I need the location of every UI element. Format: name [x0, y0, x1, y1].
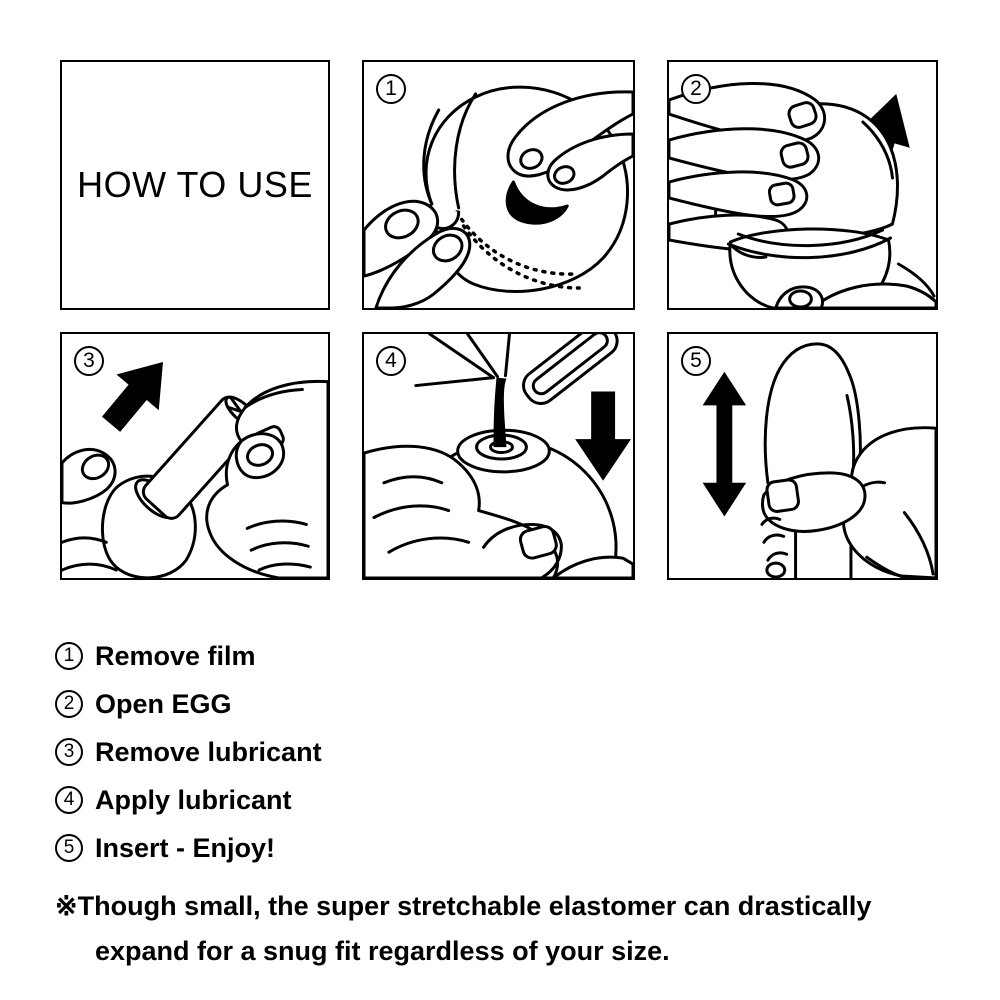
step-label: Insert - Enjoy!	[95, 832, 276, 863]
step-3-number-badge: 3	[74, 346, 104, 376]
list-2-number-badge: 2	[55, 690, 83, 718]
reference-mark: ※	[55, 891, 78, 921]
panel-step-2	[667, 60, 938, 310]
step-2-number-badge: 2	[681, 74, 711, 104]
up-right-arrow-icon	[90, 344, 184, 442]
step-5-number-badge: 5	[681, 346, 711, 376]
panel-step-5	[667, 332, 938, 580]
list-3-number-badge: 3	[55, 738, 83, 766]
panel-step-3	[60, 332, 330, 580]
illustration-insert-enjoy	[669, 334, 936, 578]
step-label: Remove film	[95, 640, 256, 671]
down-arrow-icon	[575, 392, 631, 481]
list-item-5	[55, 832, 871, 864]
step-label: Remove lubricant	[95, 736, 322, 767]
list-item-4	[55, 784, 871, 816]
illustration-open-egg	[669, 62, 936, 308]
list-item-2	[55, 688, 871, 720]
footnote	[55, 884, 871, 974]
title-panel	[60, 60, 330, 310]
step-label: Open EGG	[95, 688, 232, 719]
illustration-remove-lubricant	[62, 334, 328, 578]
list-item-3	[55, 736, 871, 768]
page-title: HOW TO USE	[77, 164, 313, 205]
step-4-number-badge: 4	[376, 346, 406, 376]
panel-step-1	[362, 60, 635, 310]
step-label: Apply lubricant	[95, 784, 292, 815]
panel-step-4	[362, 332, 635, 580]
illustration-apply-lubricant	[364, 334, 633, 578]
footnote-line-2: expand for a snug fit regardless of your size.	[95, 936, 670, 966]
illustration-remove-film	[364, 62, 633, 308]
up-down-arrow-icon	[703, 372, 747, 517]
list-5-number-badge: 5	[55, 834, 83, 862]
instruction-list	[55, 640, 871, 974]
step-1-number-badge: 1	[376, 74, 406, 104]
footnote-line-1: ※Though small, the super stretchable elastomer can drastically	[55, 891, 872, 921]
list-item-1	[55, 640, 871, 672]
list-4-number-badge: 4	[55, 786, 83, 814]
list-1-number-badge: 1	[55, 642, 83, 670]
